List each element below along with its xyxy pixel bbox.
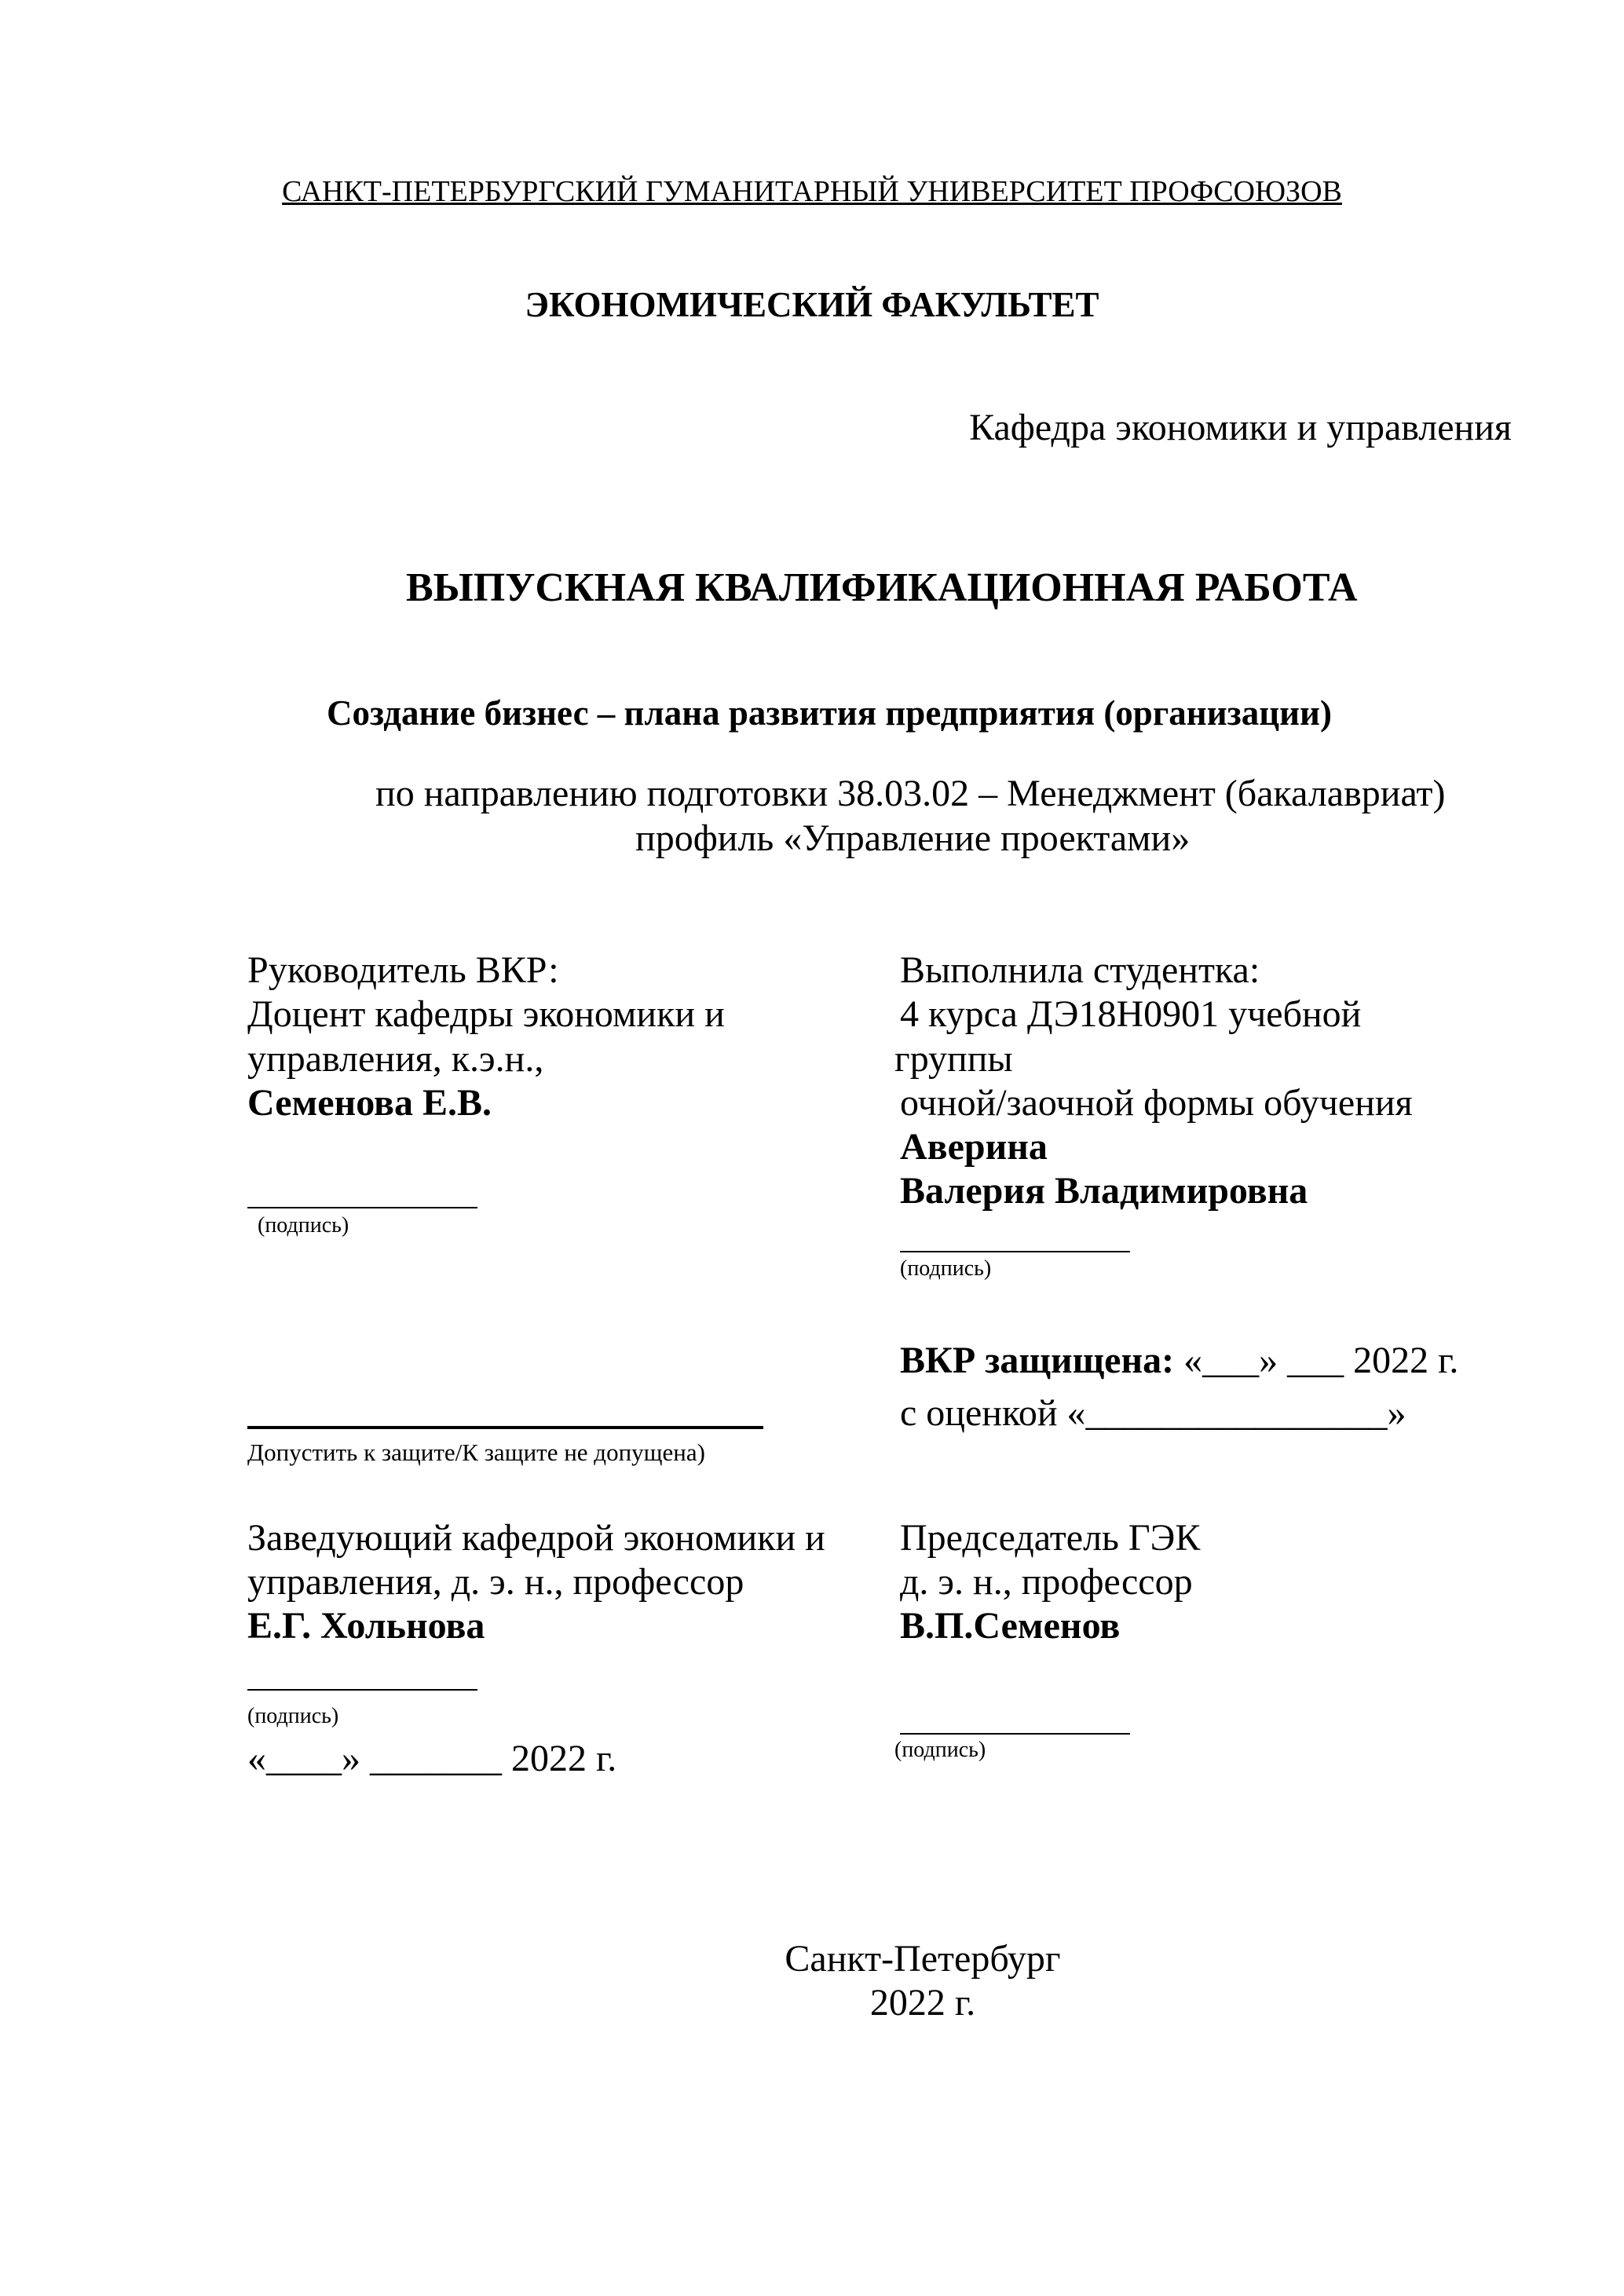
head-name: Е.Г. Хольнова bbox=[247, 1605, 485, 1647]
chairman-position-2: д. э. н., профессор bbox=[900, 1561, 1193, 1603]
student-course: 4 курса ДЭ18Н0901 учебной bbox=[900, 993, 1362, 1035]
student-name: Валерия Владимировна bbox=[900, 1170, 1308, 1212]
topic-title: Создание бизнес – плана развития предприятия (организации) bbox=[327, 693, 1332, 733]
student-signature-label: (подпись) bbox=[900, 1256, 992, 1281]
supervisor-signature-label: (подпись) bbox=[258, 1213, 349, 1238]
chairman-signature-label: (подпись) bbox=[894, 1738, 986, 1762]
university-name bbox=[0, 174, 1624, 209]
direction-text: по направлению подготовки 38.03.02 – Менеджмент (бакалавриат) bbox=[375, 773, 1446, 814]
defense-grade: с оценкой «________________» bbox=[900, 1392, 1406, 1434]
head-signature-label: (подпись) bbox=[247, 1704, 339, 1728]
work-type-title: ВЫПУСКНАЯ КВАЛИФИКАЦИОННАЯ РАБОТА bbox=[406, 565, 1358, 610]
student-group: группы bbox=[894, 1038, 1013, 1080]
defense-label: ВКР защищена: bbox=[900, 1340, 1175, 1381]
chairman-signature-line bbox=[900, 1733, 1130, 1735]
faculty-name: ЭКОНОМИЧЕСКИЙ ФАКУЛЬТЕТ bbox=[525, 285, 1099, 324]
supervisor-name: Семенова Е.В. bbox=[247, 1082, 492, 1124]
profile-text: профиль «Управление проектами» bbox=[635, 817, 1191, 859]
supervisor-signature-line bbox=[247, 1207, 477, 1208]
head-position-1: Заведующий кафедрой экономики и bbox=[247, 1517, 825, 1559]
chairman-name: В.П.Семенов bbox=[900, 1605, 1121, 1647]
head-signature-line bbox=[247, 1689, 477, 1691]
defense-date: «___» ___ 2022 г. bbox=[1183, 1340, 1459, 1381]
student-form: очной/заочной формы обучения bbox=[900, 1082, 1413, 1124]
admission-label: Допустить к защите/К защите не допущена) bbox=[247, 1439, 705, 1466]
admission-line bbox=[247, 1426, 763, 1429]
university-name-text: САНКТ-ПЕТЕРБУРГСКИЙ ГУМАНИТАРНЫЙ УНИВЕРСИТЕТ ПРОФСОЮЗОВ bbox=[282, 175, 1342, 208]
student-signature-line bbox=[900, 1251, 1130, 1252]
footer-year: 2022 г. bbox=[869, 1982, 976, 2024]
chairman-position-1: Председатель ГЭК bbox=[900, 1517, 1201, 1559]
defense-line bbox=[900, 1339, 1458, 1383]
supervisor-label: Руководитель ВКР: bbox=[247, 949, 559, 991]
student-surname: Аверина bbox=[900, 1126, 1048, 1168]
supervisor-position-2: управления, к.э.н., bbox=[247, 1038, 544, 1080]
student-label: Выполнила студентка: bbox=[900, 949, 1260, 991]
footer-city: Санкт-Петербург bbox=[785, 1938, 1061, 1980]
head-date: «____» _______ 2022 г. bbox=[247, 1738, 617, 1779]
head-position-2: управления, д. э. н., профессор bbox=[247, 1561, 744, 1603]
department-name: Кафедра экономики и управления bbox=[969, 407, 1512, 448]
supervisor-position-1: Доцент кафедры экономики и bbox=[247, 993, 725, 1035]
